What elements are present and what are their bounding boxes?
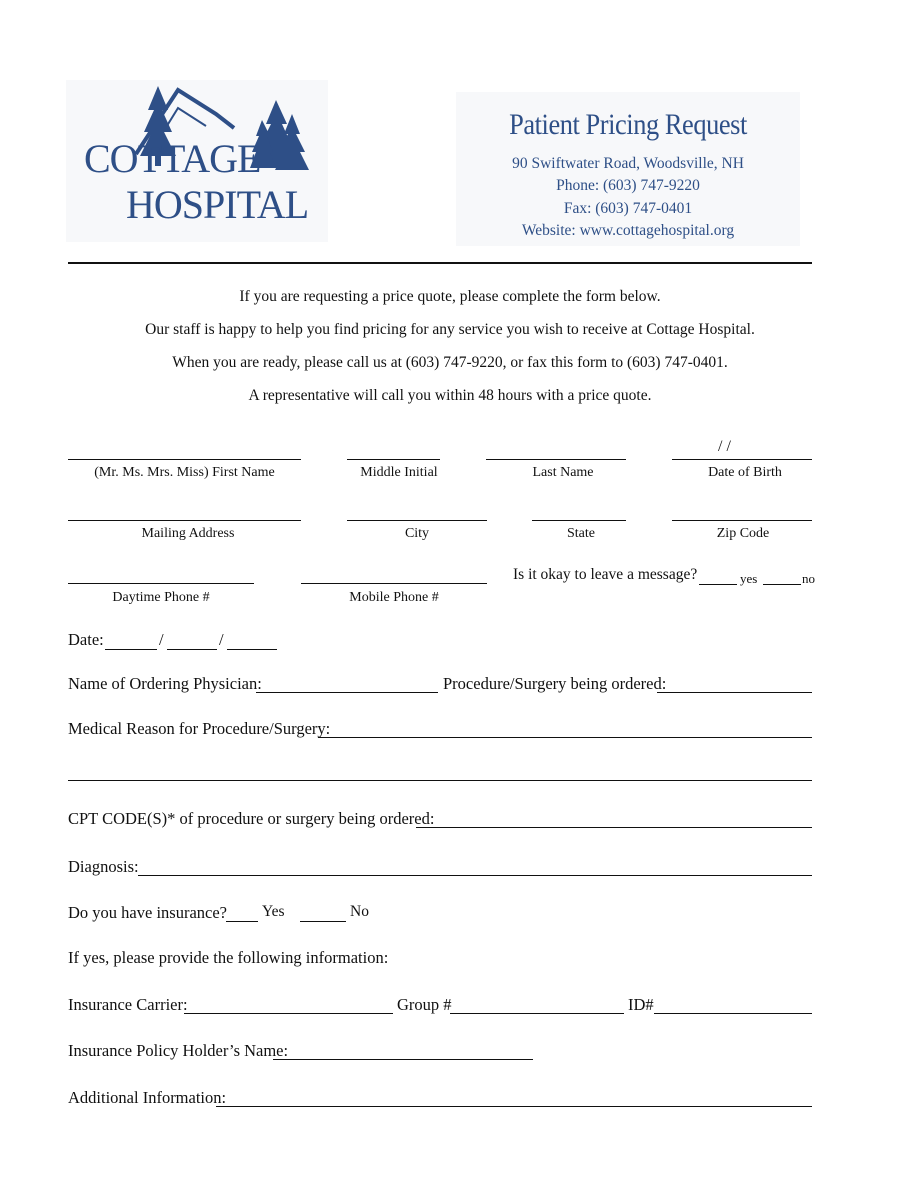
- last-name-label: Last Name: [532, 465, 594, 480]
- state-field[interactable]: [532, 520, 626, 521]
- medical-reason-field[interactable]: [318, 737, 812, 738]
- mobile-phone-label: Mobile Phone #: [349, 590, 439, 605]
- phone: Phone: (603) 747-9220: [556, 177, 700, 194]
- date-day-field[interactable]: [167, 649, 217, 650]
- ordering-physician-label: Name of Ordering Physician:: [68, 674, 262, 693]
- additional-info-label: Additional Information:: [68, 1088, 227, 1107]
- procedure-ordered-label: Procedure/Surgery being ordered:: [443, 674, 667, 693]
- date-slash-2: /: [219, 630, 224, 649]
- medical-reason-label: Medical Reason for Procedure/Surgery:: [68, 719, 331, 738]
- insurance-yes-label: Yes: [262, 903, 285, 920]
- intro-line-2: Our staff is happy to help you find pricing for any service you wish to receive at Cottage Hospital.: [145, 321, 755, 338]
- insurance-carrier-field[interactable]: [184, 1013, 393, 1014]
- date-year-field[interactable]: [227, 649, 277, 650]
- middle-initial-field[interactable]: [347, 459, 440, 460]
- ordering-physician-field[interactable]: [256, 692, 438, 693]
- logo-name-top: COTTAGE: [84, 136, 261, 181]
- leave-message-no-label: no: [802, 571, 815, 586]
- dob-label: Date of Birth: [708, 465, 782, 480]
- intro-line-3: When you are ready, please call us at (603) 747-9220, or fax this form to (603) 747-0401.: [172, 354, 728, 371]
- intro-line-1: If you are requesting a price quote, please complete the form below.: [239, 288, 661, 305]
- state-label: State: [567, 526, 595, 541]
- address: 90 Swiftwater Road, Woodsville, NH: [512, 155, 744, 172]
- medical-reason-field-line-2[interactable]: [68, 780, 812, 781]
- leave-message-yes-label: yes: [740, 571, 758, 586]
- leave-message-no-field[interactable]: [763, 584, 801, 585]
- hospital-logo: [66, 80, 328, 242]
- fax: Fax: (603) 747-0401: [563, 200, 693, 217]
- intro-line-4: A representative will call you within 48 hours with a price quote.: [248, 387, 652, 404]
- insurance-yes-field[interactable]: [226, 921, 258, 922]
- diagnosis-label: Diagnosis:: [68, 857, 139, 876]
- group-number-label: Group #: [397, 995, 452, 1014]
- policy-holder-field[interactable]: [273, 1059, 533, 1060]
- daytime-phone-field[interactable]: [68, 583, 254, 584]
- date-month-field[interactable]: [105, 649, 157, 650]
- header-divider: [68, 262, 812, 264]
- middle-initial-label: Middle Initial: [360, 465, 438, 480]
- zip-field[interactable]: [672, 520, 812, 521]
- policy-holder-label: Insurance Policy Holder’s Name:: [68, 1041, 289, 1060]
- mailing-address-field[interactable]: [68, 520, 301, 521]
- insurance-carrier-label: Insurance Carrier:: [68, 995, 188, 1014]
- dob-slashes: / /: [718, 438, 731, 455]
- cpt-codes-field[interactable]: [416, 827, 812, 828]
- id-number-label: ID#: [628, 995, 654, 1014]
- insurance-question-label: Do you have insurance?: [68, 903, 227, 922]
- additional-info-field[interactable]: [216, 1106, 812, 1107]
- page-title: Patient Pricing Request: [509, 108, 747, 141]
- diagnosis-field[interactable]: [138, 875, 812, 876]
- last-name-field[interactable]: [486, 459, 626, 460]
- logo-name-bottom: HOSPITAL: [126, 182, 309, 227]
- city-label: City: [404, 526, 430, 541]
- procedure-ordered-field[interactable]: [657, 692, 812, 693]
- id-number-field[interactable]: [654, 1013, 812, 1014]
- date-label: Date:: [68, 630, 104, 649]
- leave-message-yes-field[interactable]: [699, 584, 737, 585]
- cpt-codes-label: CPT CODE(S)* of procedure or surgery being ordered:: [68, 809, 435, 828]
- header-block: [456, 92, 800, 246]
- first-name-label: (Mr. Ms. Mrs. Miss) First Name: [94, 465, 275, 480]
- if-yes-instruction: If yes, please provide the following information:: [68, 948, 389, 967]
- insurance-no-field[interactable]: [300, 921, 346, 922]
- website[interactable]: Website: www.cottagehospital.org: [521, 222, 735, 239]
- mailing-address-label: Mailing Address: [141, 526, 235, 541]
- dob-field[interactable]: [672, 459, 812, 460]
- zip-label: Zip Code: [716, 526, 770, 541]
- daytime-phone-label: Daytime Phone #: [112, 590, 210, 605]
- city-field[interactable]: [347, 520, 487, 521]
- date-slash-1: /: [159, 630, 164, 649]
- first-name-field[interactable]: [68, 459, 301, 460]
- mobile-phone-field[interactable]: [301, 583, 487, 584]
- logo-graphic: [66, 80, 328, 242]
- leave-message-label: Is it okay to leave a message?: [513, 566, 698, 583]
- insurance-no-label: No: [350, 903, 369, 920]
- group-number-field[interactable]: [450, 1013, 624, 1014]
